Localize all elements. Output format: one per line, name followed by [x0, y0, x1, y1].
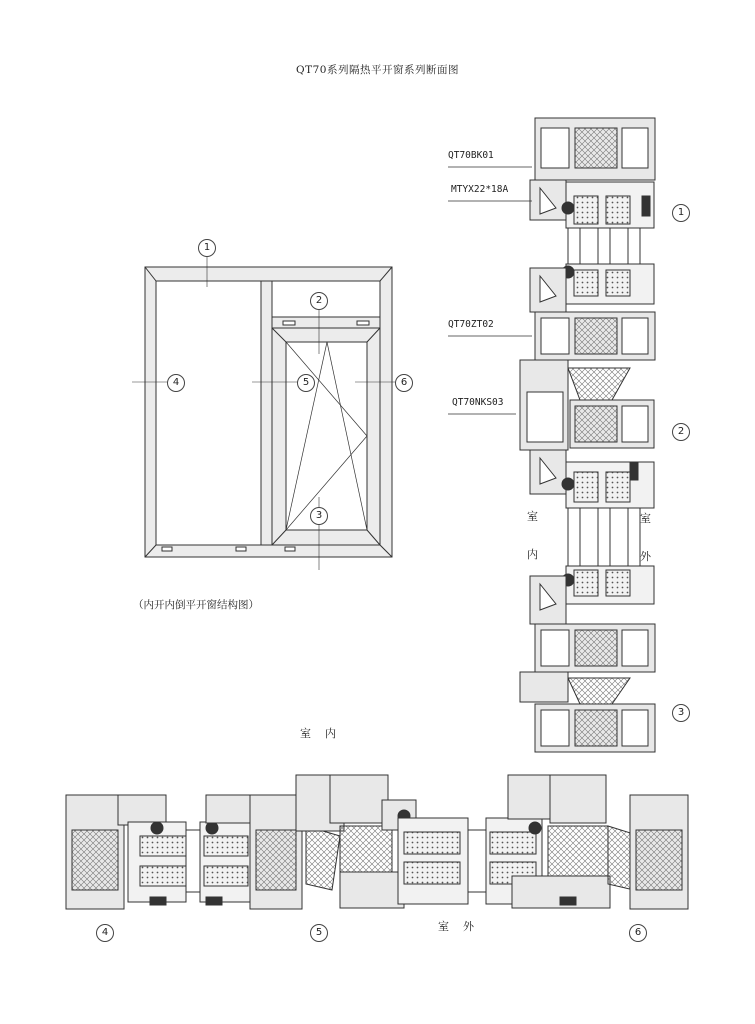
section-number: 6: [395, 374, 413, 392]
section-number: 4: [167, 374, 185, 392]
section-number: 4: [96, 924, 114, 942]
outdoor-label: 室外: [438, 920, 488, 933]
section-number: 5: [310, 924, 328, 942]
section-number: 6: [629, 924, 647, 942]
horizontal-section: [66, 775, 688, 909]
section-number: 3: [310, 507, 328, 525]
part-code-label: QT70BK01: [448, 150, 494, 161]
part-code-label: QT70NKS03: [452, 397, 504, 408]
indoor-label-char: 内: [527, 548, 538, 561]
section-number: 2: [310, 292, 328, 310]
window-elevation: [132, 255, 395, 570]
part-code-label: MTYX22*18A: [451, 184, 509, 195]
structure-caption: （内开内倒平开窗结构图）: [133, 599, 259, 611]
part-code-label: QT70ZT02: [448, 319, 494, 330]
vertical-section: [448, 118, 655, 752]
section-number: 3: [672, 704, 690, 722]
indoor-label-char: 室: [527, 510, 538, 523]
drawing-title: QT70系列隔热平开窗系列断面图: [296, 64, 459, 76]
section-number: 1: [198, 239, 216, 257]
section-number: 5: [297, 374, 315, 392]
indoor-label: 室内: [300, 727, 350, 740]
section-number: 1: [672, 204, 690, 222]
section-number: 2: [672, 423, 690, 441]
outdoor-label-char: 外: [640, 550, 651, 563]
outdoor-label-char: 室: [640, 512, 651, 525]
